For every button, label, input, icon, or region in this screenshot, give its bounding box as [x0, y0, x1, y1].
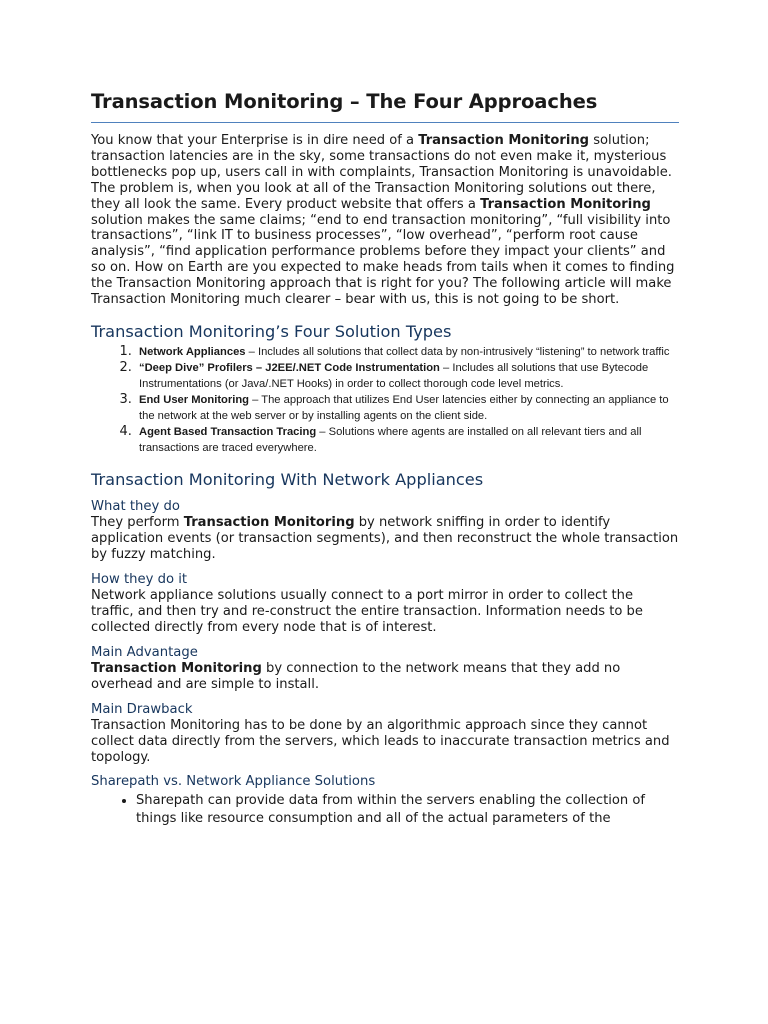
list-item: [136, 392, 679, 424]
list-item: [136, 344, 679, 361]
list-item: [136, 360, 679, 392]
list-item-desc: – Solutions where agents are installed on all relevant tiers and all transactions are traced everywhere.: [139, 426, 642, 454]
what-they-do-heading: What they do: [91, 499, 180, 515]
sharepath-heading: Sharepath vs. Network Appliance Solutions: [91, 774, 376, 790]
main-drawback-paragraph: Transaction Monitoring has to be done by an algorithmic approach since they cannot collect data directly from the servers, which leads to inaccurate transaction metrics and topology.: [91, 717, 670, 765]
what-bold-1: Transaction Monitoring: [183, 515, 355, 531]
solution-types-list: [91, 344, 679, 457]
what-text-1: They perform: [91, 515, 184, 531]
list-item-term: Agent Based Transaction Tracing: [139, 426, 317, 439]
list-item-term: End User Monitoring: [139, 394, 250, 407]
how-they-do-it-paragraph: Network appliance solutions usually connect to a port mirror in order to collect the traffic, and then try and re-construct the entire transaction. Information needs to be collected directly from every node that is of interest.: [91, 588, 643, 635]
solution-types-heading: Transaction Monitoring’s Four Solution Types: [91, 321, 452, 341]
intro-bold-1: Transaction Monitoring: [418, 133, 590, 148]
list-item-term: Network Appliances: [139, 345, 246, 358]
main-advantage-heading: Main Advantage: [91, 644, 198, 660]
list-item: • Sharepath can provide data from within the servers enabling the collection of things like resource consumption and all of the actual parameters of the: [136, 792, 679, 828]
list-item-desc: – Includes all solutions that collect data by non-intrusively “listening” to network traffic: [245, 345, 670, 358]
what-they-do-paragraph: [91, 515, 679, 563]
main-advantage-paragraph: [91, 661, 679, 693]
main-drawback-heading: Main Drawback: [91, 701, 193, 717]
advantage-bold-1: Transaction Monitoring: [91, 660, 262, 676]
document-title: Transaction Monitoring – The Four Approaches: [91, 88, 679, 123]
intro-text-3: solution makes the same claims; “end to end transaction monitoring”, “full visibility into transactions”, “link IT to business processes”, “low overhead”, “perform root cause analysis”, “find application performance problems before they impact your clients” and so on. How on Earth are you expected to make heads from tails when it comes to finding the Transaction Monitoring approach that is right for you? The following article will make Transaction Monitoring much clearer – bear with us, this is not going to be short.: [91, 212, 675, 308]
list-item-term: “Deep Dive” Profilers – J2EE/.NET Code Instrumentation: [139, 362, 440, 375]
advantage-text-1: by connection to the network means that they add no overhead and are simple to install.: [91, 660, 621, 692]
document-page: [91, 88, 679, 828]
list-item: [136, 424, 679, 456]
network-appliances-heading: Transaction Monitoring With Network Appliances: [91, 470, 484, 490]
intro-text-1: You know that your Enterprise is in dire need of a: [91, 133, 419, 148]
list-item-desc: – The approach that utilizes End User latencies either by connecting an appliance to the network at the web server or by installing agents on the client side.: [139, 394, 669, 422]
what-text-2: by network sniffing in order to identify application events (or transaction segments), and then reconstruct the whole transaction by fuzzy matching.: [91, 515, 679, 563]
sharepath-bullet-list: [91, 792, 679, 828]
intro-bold-2: Transaction Monitoring: [480, 196, 651, 212]
list-item-desc: – Includes all solutions that use Bytecode Instrumentations (or Java/.NET Hooks) in order to collect thorough code level metrics.: [139, 362, 649, 390]
intro-text-2: solution; transaction latencies are in the sky, some transactions do not even make it, mysterious bottlenecks pop up, users call in with complaints, Transaction Monitoring is unavoidable. The problem is, when you look at all of the Transaction Monitoring solutions out there, they all look the same. Every product website that offers a: [91, 133, 672, 212]
how-they-do-it-heading: How they do it: [91, 572, 188, 588]
intro-paragraph: [91, 133, 679, 308]
